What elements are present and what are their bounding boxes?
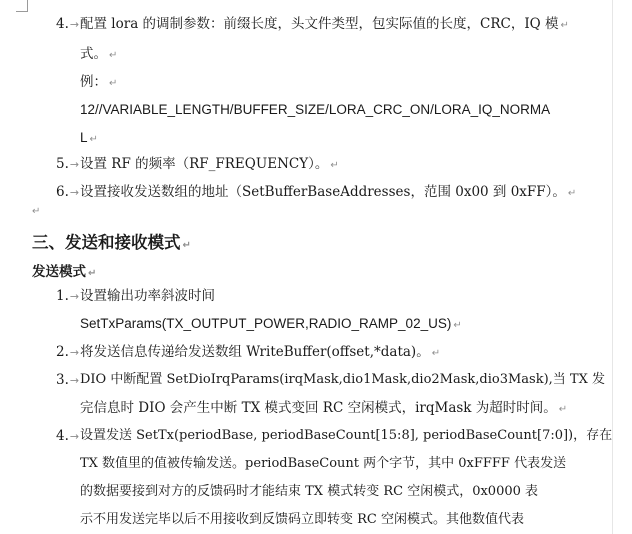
list-number: 4.→ — [56, 16, 80, 32]
paragraph-mark-icon: ↵ — [182, 240, 191, 251]
paragraph-mark-icon: ↵ — [567, 188, 577, 199]
list-item-text: L ↵ — [80, 130, 98, 145]
paragraph-mark-icon: ↵ — [330, 160, 339, 171]
list-item-text: 的数据要接到对方的反馈码时才能结束 TX 模式转变 RC 空闲模式，0x0000 表 — [80, 484, 539, 499]
list-number: 6.→ — [56, 184, 80, 200]
list-item-text: 12//VARIABLE_LENGTH/BUFFER_SIZE/LORA_CRC_ON/LORA_IQ_NORMA — [80, 102, 551, 117]
tab-arrow-icon: → — [69, 158, 80, 171]
page-margin-line — [612, 0, 613, 534]
list-item-text: 设置 RF 的频率（RF_FREQUENCY）。 ↵ — [80, 156, 339, 172]
list-number: 1.→ — [56, 288, 80, 304]
list-item-text: TX 数值里的值被传输发送。periodBaseCount 两个字节，其中 0xFFFF 代表发送 — [80, 456, 567, 471]
paragraph-mark-icon: ↵ — [453, 320, 462, 331]
paragraph-mark-icon: ↵ — [32, 206, 41, 217]
tab-arrow-icon: → — [69, 374, 80, 387]
tab-arrow-icon: → — [69, 346, 80, 359]
section-heading: 三、发送和接收模式 ↵ — [32, 233, 191, 252]
paragraph-mark-icon: ↵ — [89, 134, 98, 145]
tab-arrow-icon: → — [69, 290, 80, 303]
list-item-text: 式。 ↵ — [80, 46, 118, 62]
list-item-text: 设置输出功率斜波时间 — [80, 288, 215, 304]
paragraph-mark-icon: ↵ — [560, 20, 569, 31]
list-item-text: 例： ↵ — [80, 74, 118, 90]
list-number: 3.→ — [56, 372, 80, 388]
tab-arrow-icon: → — [69, 18, 80, 31]
list-item-text: 完信息时 DIO 会产生中断 TX 模式变回 RC 空闲模式，irqMask 为超时时间。 ↵ — [80, 400, 568, 416]
tab-arrow-icon: → — [69, 186, 80, 199]
list-number: 5.→ — [56, 156, 80, 172]
list-item-text: SetTxParams(TX_OUTPUT_POWER,RADIO_RAMP_02_US) ↵ — [80, 316, 462, 331]
paragraph-mark-icon: ↵ — [88, 268, 97, 279]
list-number: 2.→ — [56, 344, 80, 360]
page-corner-mark — [16, 0, 28, 12]
list-item-text: 示不用发送完毕以后不用接收到反馈码立即转变 RC 空闲模式。其他数值代表 — [80, 512, 524, 527]
paragraph-mark-icon: ↵ — [109, 50, 118, 61]
paragraph-mark-icon: ↵ — [558, 404, 568, 415]
sub-heading: 发送模式 ↵ — [32, 264, 97, 280]
list-item-text: 设置接收发送数组的地址（SetBufferBaseAddresses，范围 0x00 到 0xFF）。 ↵ — [80, 184, 577, 200]
list-item-text: DIO 中断配置 SetDioIrqParams(irqMask,dio1Mask,dio2Mask,dio3Mask),当 TX 发 — [80, 372, 605, 387]
paragraph-mark-icon: ↵ — [431, 348, 441, 359]
list-item-text: 将发送信息传递给发送数组 WriteBuffer(offset,*data)。 ↵ — [80, 344, 441, 360]
list-number: 4.→ — [56, 428, 80, 444]
tab-arrow-icon: → — [69, 430, 80, 443]
paragraph-mark-icon: ↵ — [109, 78, 118, 89]
list-item-text: 设置发送 SetTx(periodBase, periodBaseCount[15:8], periodBaseCount[7:0])，存在 — [80, 428, 613, 443]
list-item-text: 配置 lora 的调制参数：前缀长度，头文件类型，包实际值的长度，CRC，IQ 模 ↵ — [80, 16, 569, 32]
